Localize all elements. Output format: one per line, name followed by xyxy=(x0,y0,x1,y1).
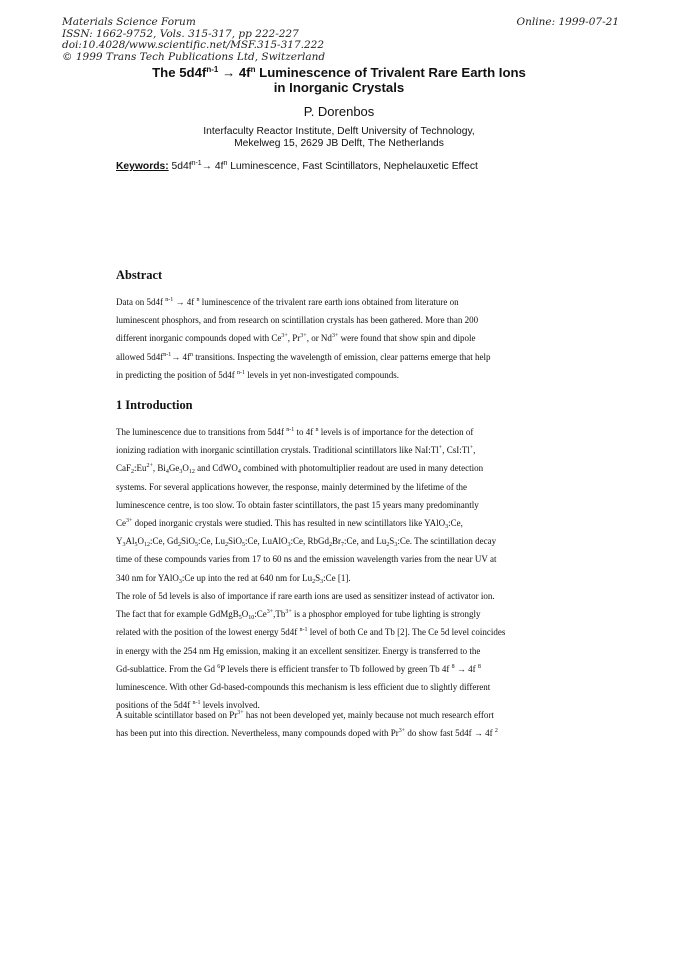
keywords-label: Keywords: xyxy=(116,161,169,172)
intro-paragraph-1 xyxy=(116,423,562,587)
issn-line: ISSN: 1662-9752, Vols. 315-317, pp 222-227 xyxy=(62,27,299,40)
text-line: different inorganic compounds doped with $Ce^{3+}$, $Pr^{3+}$, or $Nd^{3+}$ were found that show spin and dipole xyxy=(116,333,476,344)
text-line: luminescent phosphors, and from research on scintillation crystals has been gathered. More than 200 xyxy=(116,315,479,326)
abstract-paragraph xyxy=(116,293,562,384)
text-line: allowed $5d4f^{n-1}\to 4f^n$ transitions. Inspecting the wavelength of emission, clear patterns emerge that help xyxy=(116,351,491,362)
text-line: in energy with the 254 nm Hg emission, making it an excellent sensitizer. Energy is transferred to the xyxy=(116,645,481,656)
text-line: luminescence. With other Gd-based-compounds this mechanism is less efficient due to slightly different xyxy=(116,681,491,692)
paper-title-line-2: in Inorganic Crystals xyxy=(273,80,405,95)
author: P. Dorenbos xyxy=(303,104,375,119)
text-line: Data on 5d4f $^{n-1}$ → 4f $^n$ luminescence of the trivalent rare earth ions obtained from literature on xyxy=(116,297,459,307)
text-line: in predicting the position of 5d4f $^{n-1}$ levels in yet non-investigated compounds. xyxy=(116,369,399,380)
text-line: has been put into this direction. Nevertheless, many compounds doped with $Pr^{3+}$ do show fast 5d4f → 4f $^2$ xyxy=(116,728,498,739)
affiliation-line-1: Interfaculty Reactor Institute, Delft University of Technology, xyxy=(203,126,475,137)
text-line: $Ce^{3+}$ doped inorganic crystals were studied. This has resulted in new scintillators like YAlO$_3$:Ce, xyxy=(116,517,463,530)
online-date: Online: 1999-07-21 xyxy=(516,16,619,28)
copyright-line: © 1999 Trans Tech Publications Ltd, Switzerland xyxy=(62,50,326,63)
text-line: related with the position of the lowest energy 5d4f $^{n-1}$ level of both Ce and Tb [2]. The Ce 5d level coincides xyxy=(116,627,506,638)
text-line: ionizing radiation with inorganic scintillation crystals. Traditional scintillators like NaI:Tl+, CsI:Tl+, xyxy=(116,445,476,456)
intro-paragraph-2 xyxy=(116,587,562,714)
text-line: positions of the 5d4f $^{n-1}$ levels involved. xyxy=(116,700,260,711)
affiliation-line-2: Mekelweg 15, 2629 JB Delft, The Netherlands xyxy=(234,138,444,149)
text-line: luminescence centre, is too slow. To obtain faster scintillators, the past 15 years many predominantly xyxy=(116,499,479,510)
journal-header xyxy=(62,17,325,63)
intro-paragraph-3 xyxy=(116,706,562,742)
text-line: $Y_3Al_5O_{12}:Ce$, $Gd_2SiO_5:Ce$, $Lu_2SiO_5:Ce$, LuAlO$_3$:Ce, $RbGd_2Br_7:Ce$, and $Lu_2S_3:Ce$. The scintillation decay xyxy=(116,536,497,549)
paper-title-line-1: The $5d4f^{n-1} \to 4f^n$ Luminescence of Trivalent Rare Earth Ions xyxy=(152,65,526,80)
text-line: time of these compounds varies from 17 to 60 ns and the emission wavelength varies from the near UV at xyxy=(116,554,497,565)
keywords: Keywords: $5d4f^{n-1}\to 4f^n$ Luminescence, Fast Scintillators, Nephelauxetic Effect xyxy=(116,160,478,172)
text-line: The fact that for example $GdMgB_5O_{10}:Ce^{3+},Tb^{3+}$ is a phosphor employed for tube lighting is strongly xyxy=(116,609,481,622)
doi-line: doi:10.4028/www.scientific.net/MSF.315-317.222 xyxy=(62,39,325,51)
journal-name: Materials Science Forum xyxy=(62,16,196,28)
text-line: $CaF_2:Eu^{2+}$, $Bi_4Ge_3O_{12}$ and CdWO$_4$ combined with photomultiplier readout are used in many detection xyxy=(116,463,484,476)
introduction-heading: 1 Introduction xyxy=(116,398,193,412)
text-line: The role of 5d levels is also of importance if rare earth ions are used as sensitizer instead of activator ion. xyxy=(116,591,495,601)
text-line: A suitable scintillator based on $Pr^{3+}$ has not been developed yet, mainly because not much research effort xyxy=(116,710,494,720)
text-line: 340 nm for YAlO$_3$:Ce up into the red at 640 nm for $Lu_2S_3:Ce$ [1]. xyxy=(116,572,351,585)
text-line: systems. For several applications however, the response, mainly determined by the lifetime of the xyxy=(116,481,468,492)
abstract-heading: Abstract xyxy=(116,268,163,282)
text-line: The luminescence due to transitions from 5d4f $^{n-1}$ to 4f $^n$ levels is of importance for the detection of xyxy=(116,427,474,437)
text-line: Gd-sublattice. From the Gd $^6$P levels there is efficient transfer to Tb followed by green Tb 4f $^8$ → 4f $^8$ xyxy=(116,663,481,674)
